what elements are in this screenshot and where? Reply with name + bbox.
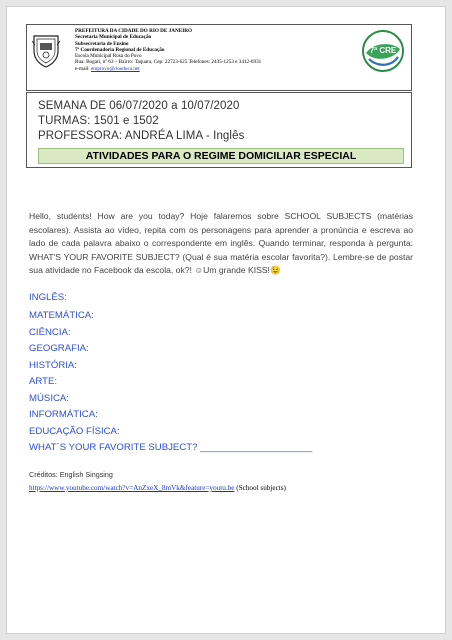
email-label: e-mail: bbox=[75, 65, 91, 72]
subject-science: CIÊNCIA: bbox=[29, 327, 71, 338]
credits-link-line bbox=[29, 484, 286, 492]
credits-label: Créditos: English Singsing bbox=[29, 470, 113, 479]
email-link[interactable]: emprovo@rioeduca.net bbox=[91, 65, 140, 72]
letterhead-line: Secretaria Municipal de Educação bbox=[75, 34, 152, 41]
instructions-paragraph: Hello, students! How are you today? Hoje falaremos sobre SCHOOL SUBJECTS (matérias escolares). Assista ao vídeo, repita com os personagens para aprender a pronúncia e escreva ao lado de cada palavra abaixo o correspondente em inglês. Quando terminar, responda à pergunta: WHAT'S YOUR FAVORITE SUBJECT? (Qual é sua matéria escolar favorita?). Lembre-se de postar sua atividade no Facebook da escola, ok?! ☺Um grande KISS!😉 bbox=[29, 211, 413, 276]
subject-music: MÚSICA: bbox=[29, 393, 69, 404]
cre-logo-icon bbox=[361, 29, 405, 73]
favorite-subject-question: WHAT´S YOUR FAVORITE SUBJECT? _____________________ bbox=[29, 442, 313, 453]
classes-line: TURMAS: 1501 e 1502 bbox=[38, 115, 159, 127]
letterhead-line: Subsecretaria de Ensino bbox=[75, 40, 129, 47]
letterhead-text bbox=[75, 28, 261, 72]
letterhead-line: Rua: Bogari, nº 63 – Bairro: Taquara, Cep: 22723-625 Telefones: 2435-1253 e 3412-6931 bbox=[75, 59, 262, 66]
letterhead-line: PREFEITURA DA CIDADE DO RIO DE JANEIRO bbox=[75, 28, 193, 34]
subject-physical-education: EDUCAÇÃO FÍSICA: bbox=[29, 426, 120, 437]
letterhead bbox=[26, 24, 412, 91]
subject-history: HISTÓRIA: bbox=[29, 360, 77, 371]
subject-art: ARTE: bbox=[29, 376, 58, 387]
cre-logo-text: 7ª CRE bbox=[369, 46, 397, 55]
letterhead-line: Escola Municipal Rosa do Povo bbox=[75, 53, 142, 60]
subject-math: MATEMÁTICA: bbox=[29, 310, 94, 321]
teacher-line: PROFESSORA: ANDRÉA LIMA - Inglês bbox=[38, 130, 245, 142]
activity-info-box bbox=[26, 92, 412, 168]
subject-geography: GEOGRAFIA: bbox=[29, 343, 89, 354]
letterhead-line: 7ª Coordenadoria Regional de Educação bbox=[75, 46, 165, 53]
city-crest-icon bbox=[31, 33, 61, 69]
letterhead-email-line bbox=[75, 66, 261, 72]
subject-computing: INFORMÁTICA: bbox=[29, 409, 98, 420]
youtube-link[interactable]: https://www.youtube.com/watch?v=AnZxeX_8mVk&feature=youtu.be bbox=[29, 484, 235, 492]
week-line: SEMANA DE 06/07/2020 a 10/07/2020 bbox=[38, 100, 240, 112]
credits-suffix: (School subjects) bbox=[234, 484, 286, 492]
subject-english: INGLÊS: bbox=[29, 292, 67, 303]
activity-banner: ATIVIDADES PARA O REGIME DOMICILIAR ESPECIAL bbox=[38, 148, 404, 164]
